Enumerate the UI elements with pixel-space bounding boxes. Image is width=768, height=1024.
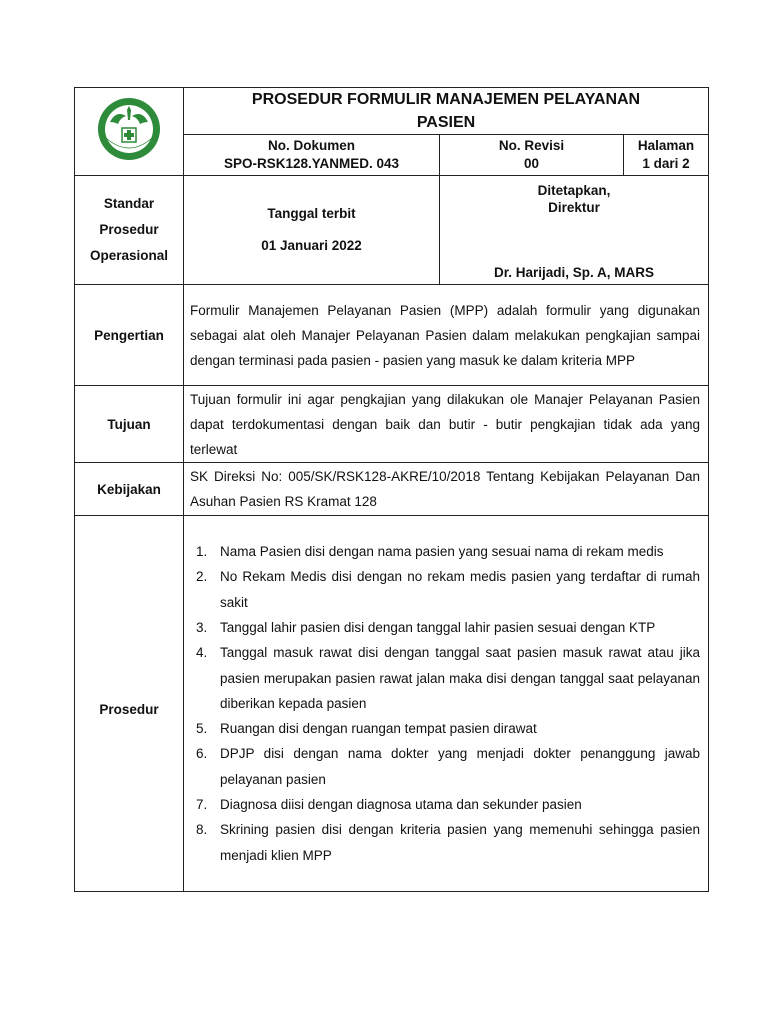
step-number: 2.	[196, 569, 208, 585]
pengertian-label-cell	[75, 285, 184, 386]
doc-number-label: No. Dokumen	[267, 138, 355, 153]
prosedur-content-cell	[184, 516, 709, 892]
kebijakan-content-cell	[184, 463, 709, 516]
page-label: Halaman	[637, 138, 695, 153]
approval-cell	[440, 176, 709, 285]
step-text: Skrining pasien disi dengan kriteria pasien yang memenuhi sehingga pasien menjadi klien MPP	[220, 822, 701, 863]
prosedur-step	[184, 640, 700, 716]
step-text: Ruangan disi dengan ruangan tempat pasien dirawat	[220, 721, 537, 737]
prosedur-label-cell	[75, 516, 184, 892]
prosedur-step	[184, 817, 700, 868]
step-number: 7.	[196, 797, 208, 813]
prosedur-step	[184, 615, 700, 640]
prosedur-step	[184, 564, 700, 615]
document-title	[184, 88, 709, 135]
step-text: Nama Pasien disi dengan nama pasien yang sesuai nama di rekam medis	[220, 544, 664, 560]
doc-number-cell	[184, 135, 440, 176]
signatory-name: Dr. Harijadi, Sp. A, MARS	[494, 265, 655, 280]
kebijakan-text: SK Direksi No: 005/SK/RSK128-AKRE/10/2018 Tentang Kebijakan Pelayanan Dan Asuhan Pasien RS Kramat 128	[190, 469, 701, 509]
kebijakan-label-cell	[75, 463, 184, 516]
issued-date: 01 Januari 2022	[261, 238, 362, 253]
hospital-logo-icon	[96, 96, 162, 162]
direktur-label: Direktur	[548, 200, 600, 215]
pengertian-label: Pengertian	[94, 327, 164, 343]
standar-label-line2: Prosedur	[99, 222, 159, 237]
step-number: 4.	[196, 645, 208, 661]
issued-cell	[184, 176, 440, 285]
doc-number-value: SPO-RSK128.YANMED. 043	[223, 156, 400, 171]
prosedur-label: Prosedur	[99, 702, 159, 717]
prosedur-step	[184, 716, 700, 741]
prosedur-step	[184, 792, 700, 817]
revision-cell	[440, 135, 624, 176]
issued-label: Tanggal terbit	[267, 206, 356, 221]
step-text: Diagnosa diisi dengan diagnosa utama dan sekunder pasien	[220, 797, 582, 813]
title-text: PROSEDUR FORMULIR MANAJEMEN PELAYANAN PASIEN	[251, 91, 641, 131]
page-value: 1 dari 2	[642, 156, 690, 171]
logo-cell	[75, 88, 184, 176]
step-number: 8.	[196, 822, 208, 838]
tujuan-content-cell	[184, 386, 709, 463]
revision-value: 00	[523, 156, 540, 171]
spo-table	[74, 87, 709, 892]
tujuan-label: Tujuan	[107, 416, 151, 432]
step-number: 5.	[196, 721, 208, 737]
pengertian-content-cell	[184, 285, 709, 386]
standar-label-cell	[75, 176, 184, 285]
standar-label-line1: Standar	[103, 196, 155, 211]
step-text: No Rekam Medis disi dengan no rekam medis pasien yang terdaftar di rumah sakit	[220, 569, 701, 610]
tujuan-text: Tujuan formulir ini agar pengkajian yang dilakukan ole Manajer Pelayanan Pasien dapat terdokumentasi dengan baik dan butir - butir pengkajian tidak ada yang terlewat	[190, 391, 701, 457]
step-number: 1.	[196, 544, 208, 560]
revision-label: No. Revisi	[498, 138, 565, 153]
prosedur-step	[184, 741, 700, 792]
page-cell	[624, 135, 709, 176]
step-number: 3.	[196, 619, 208, 635]
ditetapkan-label: Ditetapkan,	[537, 183, 611, 198]
prosedur-list	[184, 539, 708, 868]
step-number: 6.	[196, 746, 208, 762]
step-text: DPJP disi dengan nama dokter yang menjadi dokter penanggung jawab pelayanan pasien	[220, 746, 701, 787]
tujuan-label-cell	[75, 386, 184, 463]
standar-label-line3: Operasional	[89, 248, 169, 263]
step-text: Tanggal masuk rawat disi dengan tanggal saat pasien masuk rawat atau jika pasien merupakan pasien rawat jalan maka disi dengan tanggal saat pelayanan diberikan kepada pasien	[220, 645, 701, 711]
pengertian-text: Formulir Manajemen Pelayanan Pasien (MPP) adalah formulir yang digunakan sebagai alat oleh Manajer Pelayanan Pasien dalam melakukan pengkajian sampai dengan terminasi pada pasien - pasien yang masuk ke dalam kriteria MPP	[190, 302, 701, 368]
kebijakan-label: Kebijakan	[97, 481, 161, 497]
prosedur-step	[184, 539, 700, 564]
step-text: Tanggal lahir pasien disi dengan tanggal lahir pasien sesuai dengan KTP	[220, 619, 656, 635]
